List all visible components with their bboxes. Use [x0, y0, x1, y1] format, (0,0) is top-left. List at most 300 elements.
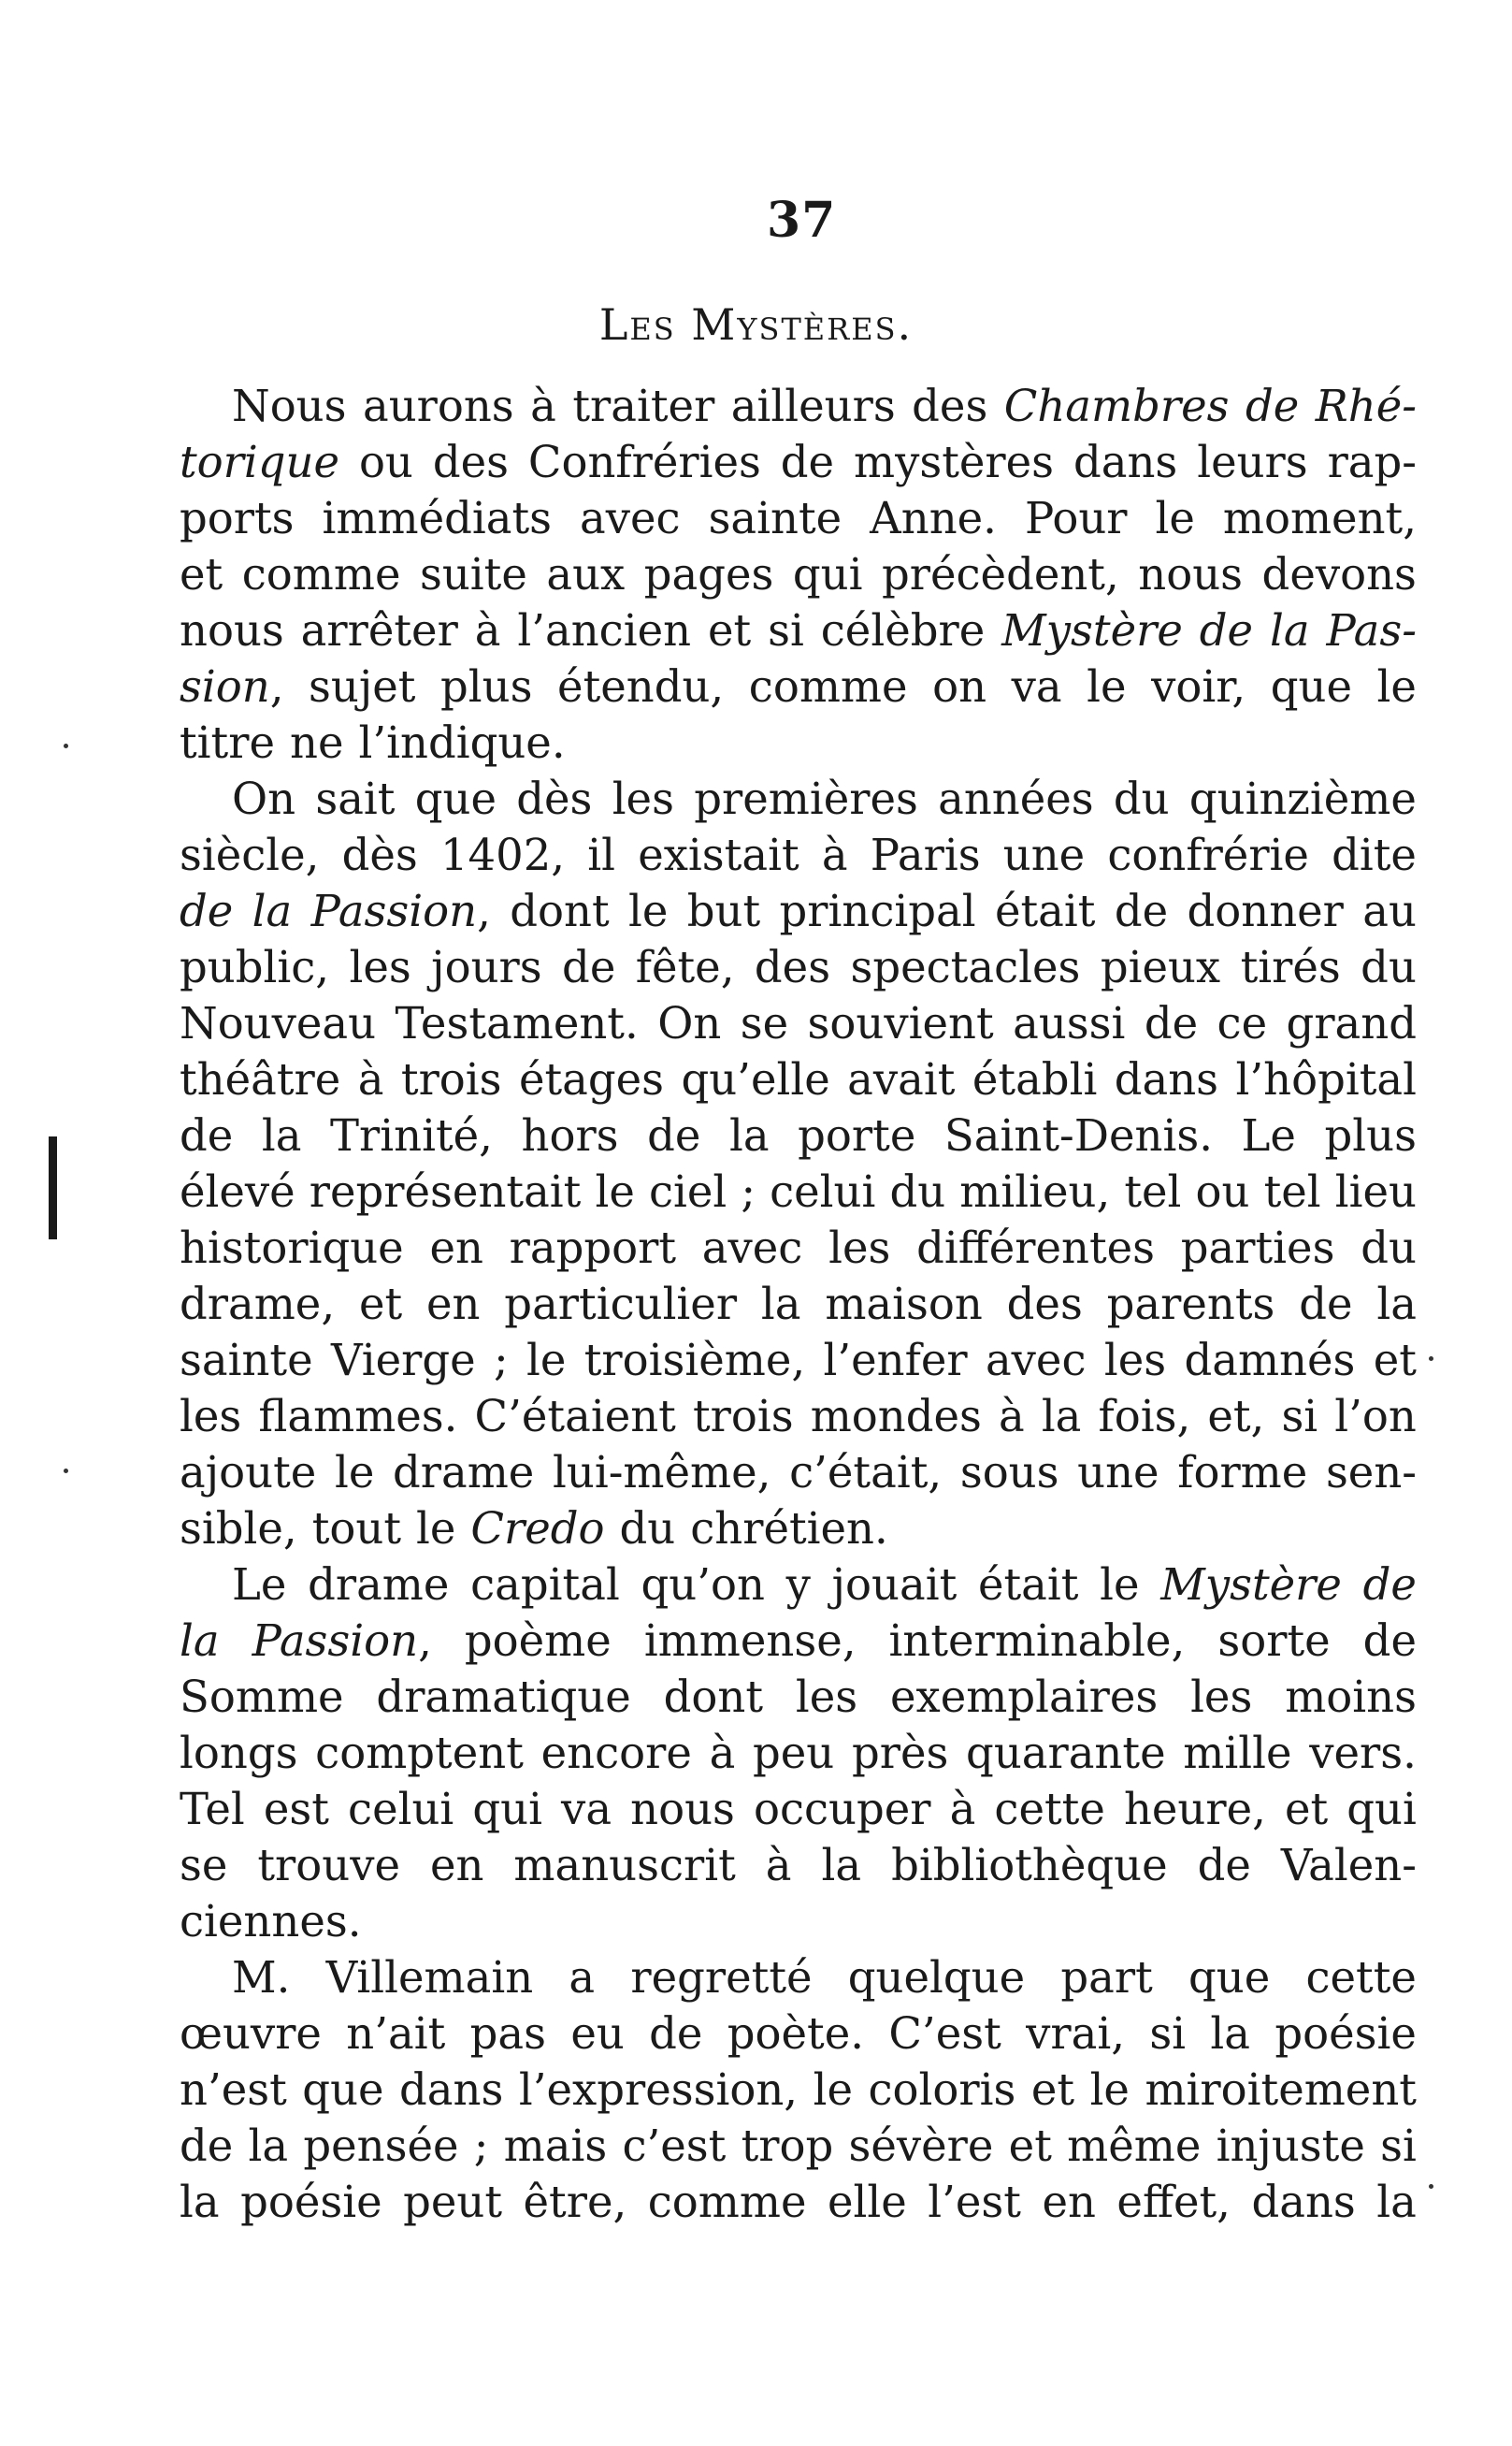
word: quarante — [966, 1728, 1166, 1778]
word: Pas- — [1326, 605, 1417, 656]
word: siècle, — [180, 830, 320, 880]
word: de — [562, 942, 616, 992]
word: peu — [753, 1728, 835, 1778]
word: sous — [959, 1447, 1059, 1498]
word: la — [180, 1615, 220, 1666]
word: même — [1067, 2120, 1202, 2171]
margin-speck — [64, 1469, 68, 1473]
word: pieux — [1100, 942, 1221, 992]
word: qui — [792, 549, 863, 600]
word: confrérie — [1107, 830, 1309, 880]
word: tirés — [1240, 942, 1341, 992]
word: en — [1042, 2177, 1096, 2227]
word: la — [261, 1110, 302, 1161]
word: qui — [472, 1784, 542, 1834]
word: ports — [180, 493, 295, 543]
word: de — [1197, 1840, 1251, 1890]
text-line — [180, 827, 1417, 883]
word: la — [1376, 2177, 1417, 2227]
text-line — [180, 995, 1417, 1051]
word: regretté — [630, 1952, 813, 2003]
word: dès — [516, 774, 593, 824]
word: drame — [393, 1447, 535, 1498]
word: Tel — [180, 1784, 245, 1834]
word: lieu — [1334, 1166, 1417, 1217]
word: parents — [1106, 1279, 1275, 1329]
word: Confréries — [527, 437, 761, 487]
word: mystères — [854, 437, 1055, 487]
word: mais — [503, 2120, 608, 2171]
word: souvient — [807, 998, 994, 1049]
word: ajoute — [180, 1447, 317, 1498]
word: mondes — [810, 1391, 982, 1441]
word: et — [180, 549, 223, 600]
word: c’est — [622, 2120, 727, 2171]
word: rapport — [509, 1223, 677, 1273]
word: dans — [399, 2064, 504, 2115]
word: jouait — [831, 1559, 958, 1610]
word: célèbre — [820, 605, 986, 656]
word: être, — [523, 2177, 627, 2227]
word: plus — [440, 661, 533, 712]
page-number: 37 — [767, 192, 837, 249]
word: on — [932, 661, 987, 712]
word: nous — [1138, 549, 1244, 600]
word: maison — [825, 1279, 983, 1329]
word: du — [619, 1503, 676, 1554]
word: l’hôpital — [1235, 1054, 1417, 1105]
word: n’est — [180, 2064, 287, 2115]
word: arrêter — [300, 605, 458, 656]
text-line — [180, 2174, 1417, 2230]
word: quelque — [847, 1952, 1026, 2003]
word: du — [1361, 1223, 1417, 1273]
word: le — [334, 1447, 375, 1498]
word: trois — [400, 1054, 502, 1105]
word: Credo — [470, 1503, 605, 1554]
word: ne — [290, 717, 344, 768]
word: effet, — [1116, 2177, 1231, 2227]
word: poésie — [1274, 2008, 1417, 2059]
word: à — [765, 1840, 792, 1890]
word: devons — [1261, 549, 1417, 600]
word: Nouveau — [180, 998, 377, 1049]
word: ; — [473, 2120, 489, 2171]
text-line — [180, 1107, 1417, 1164]
word: des — [754, 942, 831, 992]
word: et — [358, 1279, 403, 1329]
word: et — [1030, 2064, 1075, 2115]
word: le — [1376, 661, 1417, 712]
word: Mystère — [1160, 1559, 1342, 1610]
word: de — [1199, 605, 1254, 656]
word: fête, — [635, 942, 735, 992]
word: la — [180, 2177, 220, 2227]
word: ciel — [648, 1166, 727, 1217]
word: du — [1361, 942, 1417, 992]
word: Somme — [180, 1672, 344, 1722]
word: la — [248, 2120, 289, 2171]
text-line — [180, 771, 1417, 827]
word: On — [232, 774, 296, 824]
word: dramatique — [376, 1672, 631, 1722]
word: va — [561, 1784, 612, 1834]
word: la — [1269, 605, 1310, 656]
word: cette — [994, 1784, 1105, 1834]
word: rap- — [1327, 437, 1417, 487]
text-line — [180, 1725, 1417, 1781]
text-line — [180, 490, 1417, 546]
text-line — [180, 1220, 1417, 1276]
word: C’étaient — [474, 1391, 676, 1441]
word: poésie — [240, 2177, 382, 2227]
word: ; — [493, 1335, 509, 1385]
word: différentes — [916, 1223, 1156, 1273]
word: part — [1060, 1952, 1153, 2003]
word: Le — [232, 1559, 287, 1610]
word: avec — [701, 1223, 803, 1273]
word: dans — [1251, 2177, 1356, 2227]
word: quinzième — [1188, 774, 1417, 824]
word: le — [1155, 493, 1195, 543]
word: comptent — [315, 1728, 524, 1778]
word: 1402, — [439, 830, 566, 880]
word: fois, — [1098, 1391, 1191, 1441]
word: comme — [241, 549, 401, 600]
word: existait — [638, 830, 799, 880]
body-text — [180, 378, 1417, 2230]
word: principal — [779, 886, 976, 936]
word: la — [1376, 1279, 1417, 1329]
word: Saint-Denis. — [943, 1110, 1213, 1161]
word: était — [977, 1559, 1079, 1610]
word: les — [180, 1391, 242, 1441]
word: étendu, — [557, 661, 725, 712]
word: années — [938, 774, 1094, 824]
word: Rhé- — [1315, 381, 1417, 431]
word: les — [795, 1672, 858, 1722]
word: le — [1100, 1559, 1140, 1610]
word: du — [1113, 774, 1170, 824]
text-line — [180, 1388, 1417, 1444]
word: Trinité, — [330, 1110, 493, 1161]
word: dont — [510, 886, 610, 936]
word: de — [1362, 1559, 1417, 1610]
word: l’enfer — [823, 1335, 968, 1385]
word: bibliothèque — [891, 1840, 1168, 1890]
word: œuvre — [180, 2008, 322, 2059]
word: c’était, — [789, 1447, 943, 1498]
word: On — [657, 998, 722, 1049]
word: porte — [798, 1110, 916, 1161]
word: les — [1103, 1335, 1167, 1385]
word: comme — [647, 2177, 807, 2227]
word: nous — [630, 1784, 735, 1834]
margin-speck — [64, 744, 68, 748]
word: hors — [521, 1110, 619, 1161]
word: une — [1077, 1447, 1159, 1498]
word: vers. — [1309, 1728, 1417, 1778]
word: si — [1149, 2008, 1187, 2059]
word: et — [1373, 1335, 1417, 1385]
word: sion, — [180, 661, 284, 712]
word: donner — [1187, 886, 1344, 936]
word: pensée — [303, 2120, 459, 2171]
word: heure, — [1123, 1784, 1266, 1834]
word: M. — [232, 1952, 291, 2003]
word: la — [821, 1840, 862, 1890]
word: moins — [1285, 1672, 1417, 1722]
text-line — [180, 883, 1417, 939]
text-line — [180, 1669, 1417, 1725]
word: dès — [341, 830, 418, 880]
text-line — [180, 1949, 1417, 2005]
text-line — [180, 1444, 1417, 1500]
word: pages — [643, 549, 774, 600]
word: but — [686, 886, 761, 936]
text-line — [180, 1164, 1417, 1220]
word: dont — [663, 1672, 764, 1722]
word: qu’elle — [681, 1054, 830, 1105]
word: ailleurs — [730, 381, 896, 431]
word: l’expression, — [518, 2064, 799, 2115]
word: à — [357, 1054, 384, 1105]
word: et — [1284, 1784, 1329, 1834]
word: chrétien. — [690, 1503, 888, 1554]
word: plus — [1324, 1110, 1417, 1161]
chapter-title: Les Mystères. — [598, 299, 914, 350]
word: injuste — [1216, 2120, 1365, 2171]
margin-speck — [1429, 1356, 1433, 1361]
word: ciennes. — [180, 1896, 362, 1947]
word: exemplaires — [890, 1672, 1159, 1722]
word: en — [426, 1279, 481, 1329]
word: Testament. — [395, 998, 639, 1049]
word: ou — [358, 437, 413, 487]
word: ; — [741, 1166, 756, 1217]
word: de — [780, 437, 835, 487]
word: que — [414, 774, 497, 824]
word: immense, — [643, 1615, 857, 1666]
word: drame, — [180, 1279, 336, 1329]
word: va — [1011, 661, 1062, 712]
word: sorte — [1217, 1615, 1331, 1666]
word: damnés — [1184, 1335, 1356, 1385]
word: coloris — [868, 2064, 1016, 2115]
word: et — [707, 605, 752, 656]
word: sainte — [180, 1335, 313, 1385]
text-line — [180, 434, 1417, 490]
word: poète. — [727, 2008, 865, 2059]
text-line — [180, 1332, 1417, 1388]
word: sible, — [180, 1503, 297, 1554]
word: spectacles — [850, 942, 1081, 992]
word: forme — [1177, 1447, 1308, 1498]
word: la — [760, 1279, 801, 1329]
word: l’on — [1334, 1391, 1417, 1441]
word: si — [768, 605, 804, 656]
word: que — [1188, 1952, 1271, 2003]
word: l’ancien — [517, 605, 692, 656]
word: les — [828, 1223, 891, 1273]
word: et — [1008, 2120, 1052, 2171]
word: que — [302, 2064, 384, 2115]
word: Mystère — [1001, 605, 1183, 656]
word: manuscrit — [513, 1840, 736, 1890]
word: trop — [741, 2120, 834, 2171]
word: et, — [1207, 1391, 1265, 1441]
word: dite — [1332, 830, 1417, 880]
word: tel — [1124, 1166, 1182, 1217]
word: si — [1281, 1391, 1318, 1441]
word: établi — [972, 1054, 1098, 1105]
word: Chambres — [1003, 381, 1230, 431]
word: poème — [464, 1615, 612, 1666]
word: qu’on — [641, 1559, 765, 1610]
word: de — [1245, 381, 1300, 431]
word: se — [740, 998, 789, 1049]
word: cette — [1305, 1952, 1417, 2003]
word: Valen- — [1280, 1840, 1417, 1890]
word: le — [628, 886, 669, 936]
text-line — [180, 1613, 1417, 1669]
word: la — [1210, 2008, 1250, 2059]
text-line — [180, 2118, 1417, 2174]
word: de — [180, 1110, 234, 1161]
word: de — [1362, 1615, 1417, 1666]
text-line — [180, 602, 1417, 659]
word: l’est — [928, 2177, 1021, 2227]
word: jours — [431, 942, 542, 992]
word: élevé — [180, 1166, 295, 1217]
word: sainte — [708, 493, 842, 543]
word: premières — [694, 774, 918, 824]
word: de — [1144, 998, 1199, 1049]
word: de — [180, 2120, 234, 2171]
word: des — [1006, 1279, 1083, 1329]
word: ce — [1217, 998, 1268, 1049]
text-line — [180, 1781, 1417, 1837]
word: nous — [180, 605, 284, 656]
word: il — [587, 830, 616, 880]
word: drame — [308, 1559, 450, 1610]
word: a — [569, 1952, 596, 2003]
word: mille — [1183, 1728, 1292, 1778]
word: Paris — [870, 830, 981, 880]
word: la — [1041, 1391, 1082, 1441]
word: vrai, — [1026, 2008, 1125, 2059]
word: théâtre — [180, 1054, 341, 1105]
word: sévère — [848, 2120, 994, 2171]
word: milieu, — [959, 1166, 1111, 1217]
word: dans — [1073, 437, 1178, 487]
word: leurs — [1197, 437, 1308, 487]
word: de — [649, 2008, 703, 2059]
word: étages — [518, 1054, 665, 1105]
word: n’ait — [346, 2008, 446, 2059]
word: Passion, — [310, 886, 491, 936]
word: grand — [1286, 998, 1417, 1049]
word: les — [612, 774, 674, 824]
word: traiter — [572, 381, 715, 431]
word: de — [1114, 886, 1169, 936]
word: que — [1270, 661, 1352, 712]
word: eu — [570, 2008, 625, 2059]
word: miroitement — [1145, 2064, 1417, 2115]
word: trouve — [257, 1840, 401, 1890]
word: parties — [1180, 1223, 1335, 1273]
word: longs — [180, 1728, 298, 1778]
word: troisième, — [583, 1335, 806, 1385]
word: près — [851, 1728, 949, 1778]
text-line — [180, 1893, 1417, 1949]
word: la — [252, 886, 293, 936]
word: aurons — [362, 381, 514, 431]
word: était — [994, 886, 1096, 936]
margin-speck — [1429, 2184, 1433, 2189]
word: dans — [1114, 1054, 1219, 1105]
word: à — [474, 605, 501, 656]
word: C’est — [888, 2008, 1001, 2059]
word: particulier — [504, 1279, 738, 1329]
word: le — [595, 1166, 635, 1217]
word: ou — [1195, 1166, 1250, 1217]
word: Le — [1241, 1110, 1296, 1161]
word: elle — [827, 2177, 907, 2227]
word: sujet — [309, 661, 416, 712]
text-line — [180, 1276, 1417, 1332]
word: lui-même, — [553, 1447, 771, 1498]
text-line — [180, 715, 1417, 771]
word: trois — [692, 1391, 794, 1441]
text-line — [180, 939, 1417, 995]
word: occuper — [753, 1784, 931, 1834]
word: tel — [1263, 1166, 1321, 1217]
word: capital — [470, 1559, 620, 1610]
word: Passion, — [252, 1615, 432, 1666]
word: encore — [540, 1728, 692, 1778]
margin-ink-mark — [49, 1136, 57, 1239]
word: l’indique. — [358, 717, 566, 768]
word: suite — [419, 549, 527, 600]
word: de — [180, 886, 234, 936]
word: représentait — [309, 1166, 582, 1217]
word: pas — [469, 2008, 546, 2059]
word: est — [263, 1784, 329, 1834]
word: y — [785, 1559, 811, 1610]
word: Anne. — [870, 493, 997, 543]
word: les — [1190, 1672, 1253, 1722]
word: à — [709, 1728, 736, 1778]
word: torique — [180, 437, 340, 487]
word: à — [530, 381, 556, 431]
word: le — [1089, 2064, 1130, 2115]
word: titre — [180, 717, 275, 768]
word: le — [813, 2064, 853, 2115]
text-line — [180, 2062, 1417, 2118]
word: se — [180, 1840, 228, 1890]
word: qui — [1346, 1784, 1417, 1834]
word: de — [1299, 1279, 1353, 1329]
word: Vierge — [330, 1335, 476, 1385]
word: aussi — [1013, 998, 1126, 1049]
word: de — [647, 1110, 701, 1161]
text-line — [180, 1051, 1417, 1107]
word: du — [889, 1166, 946, 1217]
word: celui — [348, 1784, 454, 1834]
text-line — [180, 1556, 1417, 1613]
word: en — [429, 1223, 483, 1273]
